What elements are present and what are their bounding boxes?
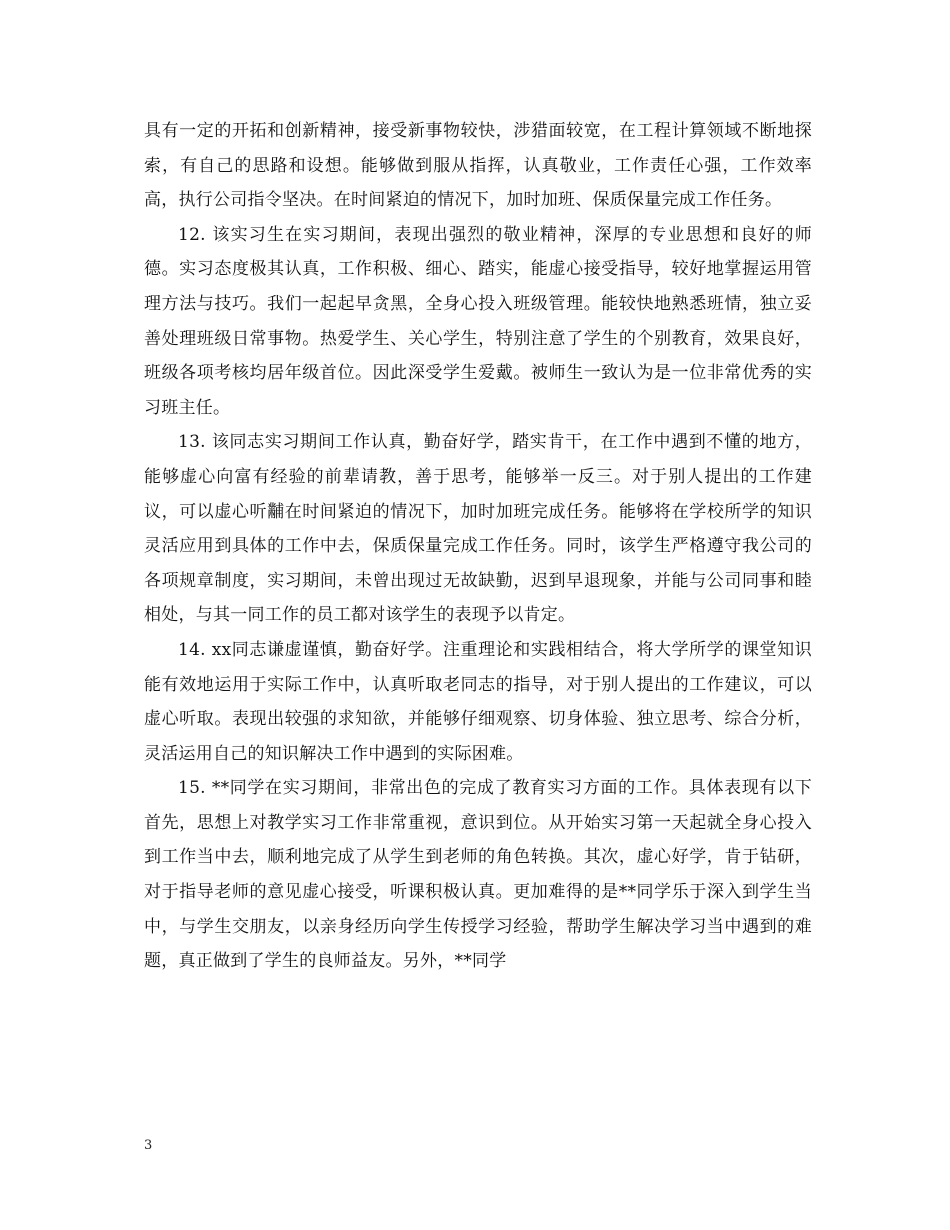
paragraph-item-15: 15. **同学在实习期间，非常出色的完成了教育实习方面的工作。具体表现有以下首先，思想上对教学实习工作非常重视，意识到位。从开始实习第一天起就全身心投入到工作当中去，顺利地完成了从学生到老师的角色转换。其次，虚心好学，肯于钻研，对于指导老师的意见虚心接受，听课积极认真。更加难得的是**同学乐于深入到学生当中，与学生交朋友，以亲身经历向学生传授学习经验，帮助学生解决学习当中遇到的难题，真正做到了学生的良师益友。另外，**同学 — [144, 778, 812, 972]
paragraph-item-12: 12. 该实习生在实习期间，表现出强烈的敬业精神，深厚的专业思想和良好的师德。实习态度极其认真，工作积极、细心、踏实，能虚心接受指导，较好地掌握运用管理方法与技巧。我们一起起早贪黑，全身心投入班级管理。能较快地熟悉班情，独立妥善处理班级日常事物。热爱学生、关心学生，特别注意了学生的个别教育，效果良好，班级各项考核均居年级首位。因此深受学生爱戴。被师生一致认为是一位非常优秀的实习班主任。 — [144, 224, 812, 418]
paragraph-item-14: 14. xx同志谦虚谨慎，勤奋好学。注重理论和实践相结合，将大学所学的课堂知识能有效地运用于实际工作中，认真听取老同志的指导，对于别人提出的工作建议，可以虚心听取。表现出较强的求知欲，并能够仔细观察、切身体验、独立思考、综合分析，灵活运用自己的知识解决工作中遇到的实际困难。 — [144, 639, 812, 764]
paragraph-item-13: 13. 该同志实习期间工作认真，勤奋好学，踏实肯干，在工作中遇到不懂的地方，能够虚心向富有经验的前辈请教，善于思考，能够举一反三。对于别人提出的工作建议，可以虚心听黼在时间紧迫的情况下，加时加班完成任务。能够将在学校所学的知识灵活应用到具体的工作中去，保质保量完成工作任务。同时，该学生严格遵守我公司的各项规章制度，实习期间，未曾出现过无故缺勤，迟到早退现象，并能与公司同事和睦相处，与其一同工作的员工都对该学生的表现予以肯定。 — [144, 432, 812, 626]
paragraph-continuation: 具有一定的开拓和创新精神，接受新事物较快，涉猎面较宽，在工程计算领域不断地探索，有自己的思路和设想。能够做到服从指挥，认真敬业，工作责任心强，工作效率高，执行公司指令坚决。在时间紧迫的情况下，加时加班、保质保量完成工作任务。 — [144, 121, 812, 211]
body-text — [144, 114, 812, 979]
page-number: 3 — [144, 1138, 153, 1153]
